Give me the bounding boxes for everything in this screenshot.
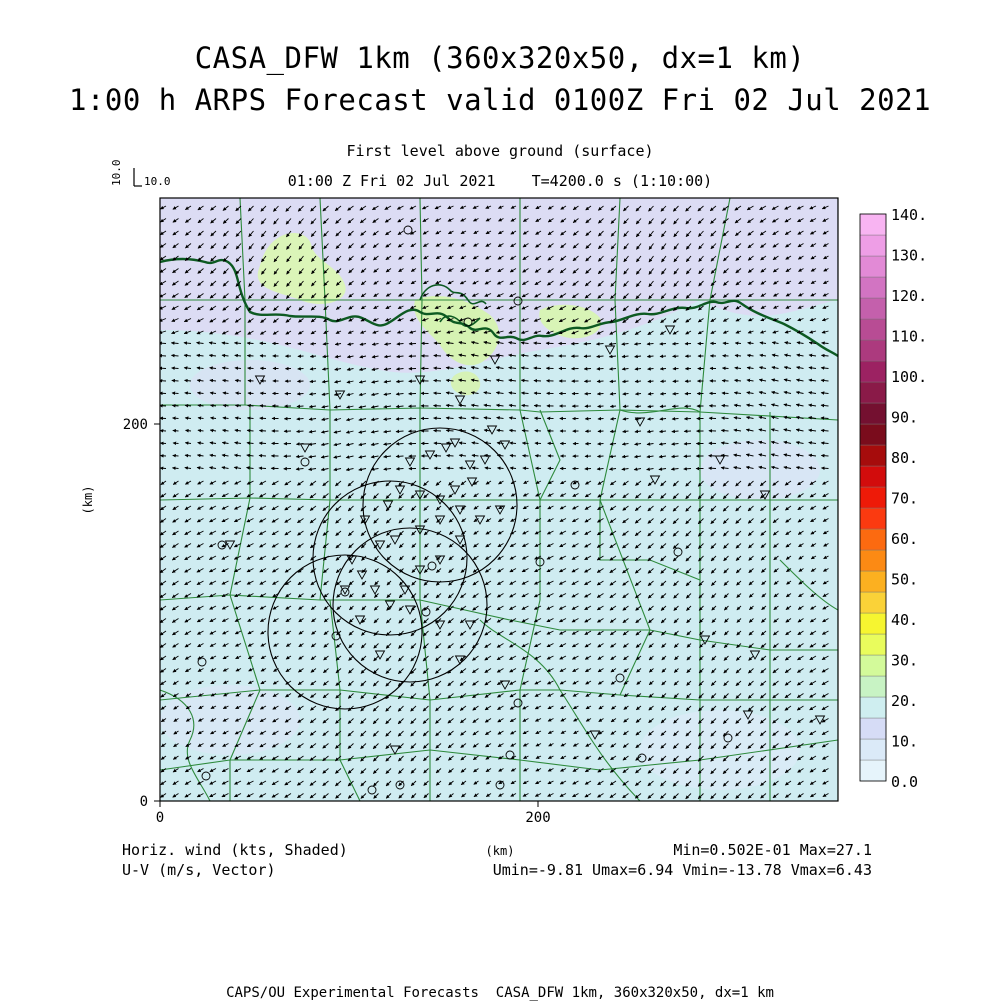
footer-credit: CAPS/OU Experimental Forecasts CASA_DFW 1km, 360x320x50, dx=1 km xyxy=(0,986,1000,1000)
colorbar-swatch xyxy=(860,655,886,676)
colorbar-label: 70. xyxy=(891,490,918,508)
colorbar-labels xyxy=(891,206,927,791)
wind-vector xyxy=(434,418,441,419)
colorbar-swatch xyxy=(860,613,886,634)
wind-vector xyxy=(173,443,179,444)
wind-vector xyxy=(660,369,666,370)
wind-vector xyxy=(584,356,591,357)
colorbar-label: 20. xyxy=(891,692,918,710)
wind-vector xyxy=(259,431,266,432)
colorbar-swatch xyxy=(860,718,886,739)
colorbar-swatch xyxy=(860,298,886,319)
wind-vector xyxy=(311,344,317,345)
wind-vector xyxy=(447,455,454,456)
time-subtitle: 01:00 Z Fri 02 Jul 2021 T=4200.0 s (1:10:00) xyxy=(0,174,1000,189)
wind-vector xyxy=(447,468,454,469)
wind-vector xyxy=(722,393,729,394)
wind-vector xyxy=(672,406,678,407)
wind-vector xyxy=(598,444,604,445)
y-axis-label: (km) xyxy=(81,486,95,515)
wind-vector xyxy=(821,468,828,469)
y-tick-label: 0 xyxy=(140,794,148,810)
wind-vector xyxy=(673,381,679,382)
wind-patch xyxy=(190,360,310,410)
wind-vector xyxy=(434,431,441,432)
colorbar-label: 90. xyxy=(891,409,918,427)
colorbar-swatch xyxy=(860,319,886,340)
x-axis-label: (km) xyxy=(486,844,515,858)
wind-vector xyxy=(172,405,178,406)
uv-min-max-readout: Umin=-9.81 Umax=6.94 Vmin=-13.78 Vmax=6.43 xyxy=(493,863,872,878)
colorbar-label: 130. xyxy=(891,247,927,265)
colorbar-label: 100. xyxy=(891,368,927,386)
wind-vector xyxy=(660,356,666,357)
wind-vector xyxy=(434,343,441,344)
wind-vector xyxy=(735,343,741,344)
wind-vector xyxy=(597,369,604,370)
wind-vector xyxy=(534,355,541,356)
colorbar-swatch xyxy=(860,403,886,424)
wind-vector xyxy=(173,455,179,456)
wind-vector xyxy=(534,393,541,394)
wind-vector xyxy=(396,444,403,445)
y-tick-label: 200 xyxy=(123,417,148,433)
reference-vector-vertical-label: 10.0 xyxy=(110,160,123,187)
wind-vector xyxy=(584,344,591,345)
wind-vector xyxy=(248,393,254,394)
colorbar-swatch xyxy=(860,466,886,487)
colorbar-swatch xyxy=(860,676,886,697)
wind-vector xyxy=(248,405,254,406)
reference-vector-horizontal-label: 10.0 xyxy=(144,175,171,188)
reference-vector xyxy=(110,160,171,189)
wind-vector xyxy=(522,430,529,431)
wind-vector xyxy=(722,405,729,406)
wind-vector xyxy=(597,456,603,457)
colorbar-swatch xyxy=(860,550,886,571)
wind-vector xyxy=(396,469,403,470)
wind-vector xyxy=(684,456,691,457)
wind-patch xyxy=(160,685,300,755)
wind-vector xyxy=(684,444,691,445)
wind-vector xyxy=(160,468,166,469)
wind-vector xyxy=(598,406,604,407)
min-max-readout: Min=0.502E-01 Max=27.1 xyxy=(673,843,872,858)
colorbar-label: 110. xyxy=(891,328,927,346)
wind-vector xyxy=(598,431,604,432)
colorbar-swatch xyxy=(860,697,886,718)
colorbar-swatch xyxy=(860,739,886,760)
wind-vector xyxy=(722,368,728,369)
colorbar-swatch xyxy=(860,277,886,298)
wind-vector xyxy=(672,419,678,420)
forecast-title: 1:00 h ARPS Forecast valid 0100Z Fri 02 Jul 2021 xyxy=(0,86,1000,115)
colorbar-label: 40. xyxy=(891,611,918,629)
wind-vector xyxy=(673,394,679,395)
wind-vector xyxy=(660,394,666,395)
colorbar xyxy=(860,214,886,781)
wind-vector xyxy=(173,418,179,419)
wind-vector xyxy=(585,469,591,470)
colorbar-swatch xyxy=(860,361,886,382)
colorbar-label: 10. xyxy=(891,733,918,751)
level-subtitle: First level above ground (surface) xyxy=(0,144,1000,159)
wind-vector xyxy=(297,406,304,407)
wind-vector xyxy=(523,456,529,457)
wind-vector xyxy=(597,394,603,395)
colorbar-swatch xyxy=(860,340,886,361)
wind-vector xyxy=(534,368,541,369)
colorbar-label: 80. xyxy=(891,449,918,467)
colorbar-swatch xyxy=(860,508,886,529)
wind-vector xyxy=(259,443,266,444)
wind-vector xyxy=(434,406,442,407)
wind-vector xyxy=(434,355,441,356)
x-tick-label: 0 xyxy=(156,810,164,826)
wind-vector xyxy=(434,393,442,394)
vector-field-label: U-V (m/s, Vector) xyxy=(122,863,276,878)
colorbar-swatch xyxy=(860,529,886,550)
shaded-field-label: Horiz. wind (kts, Shaded) xyxy=(122,843,348,858)
plot-title: CASA_DFW 1km (360x320x50, dx=1 km) xyxy=(0,44,1000,73)
wind-vector xyxy=(684,469,691,470)
wind-vector xyxy=(660,344,666,345)
wind-vector xyxy=(522,418,529,419)
wind-vector xyxy=(248,368,254,369)
wind-vector xyxy=(247,343,253,344)
wind-vector xyxy=(722,381,728,382)
colorbar-swatch xyxy=(860,634,886,655)
colorbar-swatch xyxy=(860,382,886,403)
colorbar-swatch xyxy=(860,424,886,445)
wind-vector xyxy=(584,369,591,370)
colorbar-label: 50. xyxy=(891,571,918,589)
wind-vector xyxy=(247,356,253,357)
wind-vector xyxy=(523,468,529,469)
wind-vector xyxy=(434,380,441,381)
wind-vector xyxy=(259,455,266,456)
colorbar-swatch xyxy=(860,571,886,592)
wind-vector xyxy=(597,381,603,382)
wind-vector xyxy=(534,343,541,344)
colorbar-swatch xyxy=(860,214,886,235)
wind-vector xyxy=(598,419,604,420)
wind-vector xyxy=(396,456,403,457)
wind-vector xyxy=(172,368,179,369)
colorbar-swatch xyxy=(860,235,886,256)
x-tick-label: 200 xyxy=(525,810,550,826)
colorbar-label: 120. xyxy=(891,287,927,305)
wind-vector xyxy=(297,394,303,395)
wind-vector xyxy=(248,381,254,382)
colorbar-swatch xyxy=(860,256,886,277)
wind-vector xyxy=(297,381,303,382)
colorbar-label: 60. xyxy=(891,530,918,548)
wind-vector xyxy=(172,393,179,394)
colorbar-swatch xyxy=(860,592,886,613)
wind-patch xyxy=(640,710,800,790)
colorbar-label: 30. xyxy=(891,652,918,670)
wind-vector xyxy=(661,381,667,382)
colorbar-swatch xyxy=(860,445,886,466)
wind-vector xyxy=(173,430,179,431)
wind-vector xyxy=(259,468,266,469)
wind-vector xyxy=(534,381,541,382)
colorbar-swatch xyxy=(860,760,886,781)
wind-vector xyxy=(673,356,679,357)
colorbar-label: 0.0 xyxy=(891,773,918,791)
wind-vector xyxy=(434,368,441,369)
wind-vector xyxy=(534,406,541,407)
colorbar-label: 140. xyxy=(891,206,927,224)
wind-vector xyxy=(821,455,828,456)
wind-vector xyxy=(522,443,528,444)
colorbar-swatch xyxy=(860,487,886,508)
wind-vector xyxy=(172,380,179,381)
wind-vector xyxy=(298,369,304,370)
wind-vector xyxy=(672,344,678,345)
